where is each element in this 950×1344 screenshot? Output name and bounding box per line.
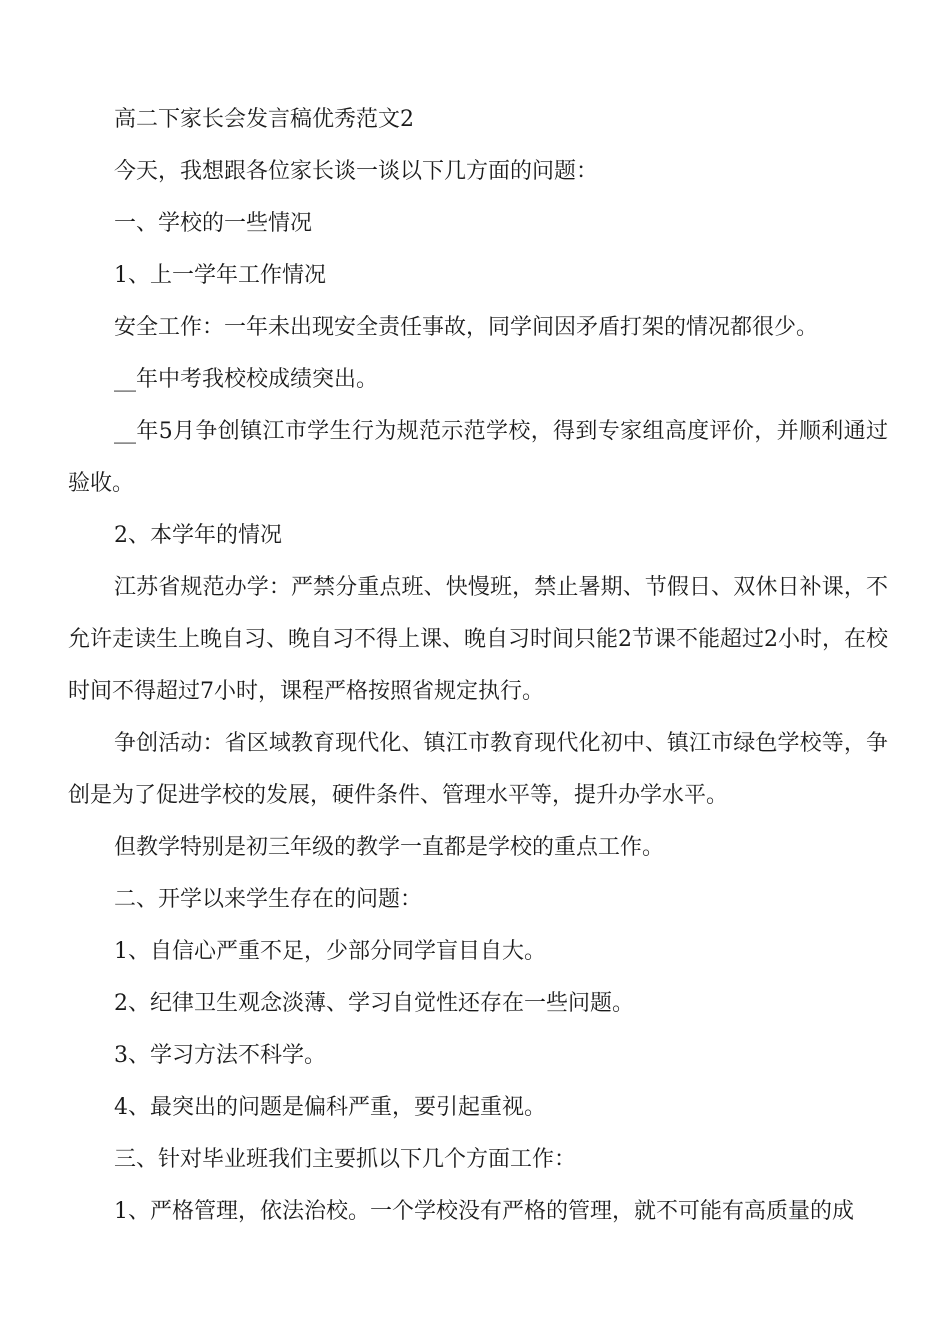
paragraph: 安全工作：一年未出现安全责任事故，同学间因矛盾打架的情况都很少。: [114, 315, 819, 340]
paragraph: __年中考我校校成绩突出。: [114, 367, 379, 392]
paragraph-intro: 今天，我想跟各位家长谈一谈以下几方面的问题：: [114, 159, 599, 184]
list-item: 3、学习方法不科学。: [114, 1043, 326, 1068]
section-heading-3: 三、针对毕业班我们主要抓以下几个方面工作：: [114, 1147, 577, 1172]
section-heading-1: 一、学校的一些情况: [114, 211, 313, 236]
document-title: 高二下家长会发言稿优秀范文2: [114, 107, 414, 132]
list-item: 1、严格管理，依法治校。一个学校没有严格的管理，就不可能有高质量的成: [114, 1199, 854, 1224]
list-item: 1、自信心严重不足，少部分同学盲目自大。: [114, 939, 546, 964]
subheading-1-1: 1、上一学年工作情况: [114, 263, 326, 288]
paragraph: 争创活动：省区域教育现代化、镇江市教育现代化初中、镇江市绿色学校等，争创是为了促进学校的发展，硬件条件、管理水平等，提升办学水平。: [68, 731, 888, 808]
subheading-1-2: 2、本学年的情况: [114, 523, 282, 548]
list-item: 4、最突出的问题是偏科严重，要引起重视。: [114, 1095, 546, 1120]
list-item: 2、纪律卫生观念淡薄、学习自觉性还存在一些问题。: [114, 991, 634, 1016]
section-heading-2: 二、开学以来学生存在的问题：: [114, 887, 423, 912]
paragraph: __年5月争创镇江市学生行为规范示范学校，得到专家组高度评价，并顺利通过验收。: [68, 419, 888, 496]
paragraph: 江苏省规范办学：严禁分重点班、快慢班，禁止暑期、节假日、双休日补课，不允许走读生上晚自习、晚自习不得上课、晚自习时间只能2节课不能超过2小时，在校时间不得超过7小时，课程严格按照省规定执行。: [68, 575, 888, 704]
document-body: [68, 94, 888, 1238]
paragraph: 但教学特别是初三年级的教学一直都是学校的重点工作。: [114, 835, 665, 860]
